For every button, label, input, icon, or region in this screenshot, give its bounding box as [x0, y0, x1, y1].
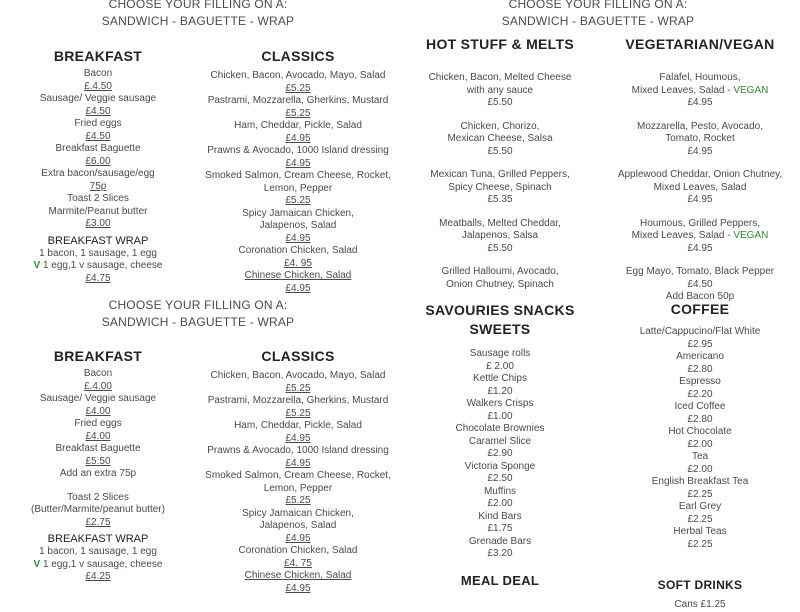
hot-stuff-section: [420, 36, 580, 293]
menu-item-name: Chicken, Bacon, Melted Cheese: [428, 72, 572, 83]
menu-item-price: £4.95: [687, 145, 713, 157]
menu-item-price: £2.25: [687, 488, 713, 500]
menu-item-name: Earl Grey: [678, 501, 722, 512]
menu-item-name: Fried eggs: [74, 418, 122, 429]
menu-item-price: £2.25: [687, 538, 713, 550]
menu-item-name: Sausage/ Veggie sausage: [39, 93, 157, 104]
menu-item-price: £4.95: [687, 194, 713, 205]
menu-item-price: £4.95: [285, 457, 311, 469]
classics-heading: CLASSICS: [261, 48, 335, 64]
classics-heading: CLASSICS: [261, 348, 335, 364]
banner-line2: SANDWICH - BAGUETTE - WRAP: [101, 14, 295, 28]
menu-item-name: Breakfast Baguette: [55, 443, 141, 454]
menu-item-desc: Mixed Leaves, Salad -: [631, 84, 734, 96]
menu-item-price: £4.95: [285, 582, 311, 594]
wrap-line-veggie: [28, 559, 168, 572]
menu-item-name: Muffins: [483, 485, 517, 497]
menu-item-price: £4.50: [85, 105, 111, 117]
menu-item-name: Spicy Jamaican Chicken,: [242, 507, 354, 519]
veggie-marker: V: [33, 260, 41, 271]
menu-item-name: Latte/Cappucino/Flat White: [639, 326, 761, 337]
menu-item-price: 75p: [89, 180, 107, 192]
menu-item-price: £ 2.00: [486, 360, 514, 372]
vegetarian-heading: VEGETARIAN/VEGAN: [625, 36, 775, 52]
menu-item-name: Tea: [691, 451, 709, 462]
menu-item-price: £2.50: [487, 473, 513, 484]
menu-item-name-cont: Onion Chutney, Spinach: [446, 278, 554, 290]
menu-item-name: Pastrami, Mozzarella, Gherkins, Mustard: [207, 95, 389, 106]
classics-section-bottom: [198, 348, 398, 600]
meal-deal-heading: MEAL DEAL: [460, 572, 540, 588]
menu-item-price: £5.50: [85, 455, 111, 467]
menu-item-name: Kettle Chips: [473, 373, 527, 384]
menu-item-name: Cans £1.25: [674, 599, 726, 610]
breakfast-section-bottom: [28, 348, 168, 584]
menu-item-price: £4.50: [687, 278, 713, 290]
menu-item-price: £5.25: [285, 407, 311, 419]
menu-item-name: Chinese Chicken, Salad: [244, 570, 352, 581]
toast-line: Toast 2 Slices: [67, 491, 129, 503]
menu-item-price: £5.25: [285, 107, 311, 119]
menu-item-price: £5.25: [285, 495, 311, 506]
menu-item-desc: Mixed Leaves, Salad -: [631, 230, 734, 241]
savouries-section: [420, 300, 580, 600]
menu-item-name: Caramel Slice: [468, 435, 532, 447]
menu-item-name: Mozzarella, Pesto, Avocado,: [637, 120, 763, 132]
veggie-marker: V: [33, 558, 41, 570]
menu-item-price: £1.00: [487, 410, 513, 422]
menu-item-price: £.4.00: [84, 380, 112, 392]
menu-item-name: Victoria Sponge: [464, 460, 536, 472]
menu-item-name-cont: Lemon, Pepper: [263, 482, 333, 494]
coffee-heading: COFFEE: [670, 301, 730, 317]
banner-line2: SANDWICH - BAGUETTE - WRAP: [501, 14, 695, 28]
menu-item-price: £2.80: [687, 363, 713, 375]
menu-item-price: £4.95: [285, 132, 311, 144]
menu-item-name-cont: with any sauce: [466, 84, 534, 96]
menu-item-price: £4. 95: [284, 257, 312, 269]
menu-item-name: Sausage rolls: [469, 348, 531, 359]
wrap-line: 1 bacon, 1 sausage, 1 egg: [39, 247, 157, 259]
breakfast-wrap-heading: BREAKFAST WRAP: [47, 234, 149, 247]
hot-stuff-heading: HOT STUFF & MELTS: [426, 36, 574, 52]
wrap-line: 1 bacon, 1 sausage, 1 egg: [39, 546, 157, 557]
banner-bottom-left: [98, 297, 298, 331]
menu-item-price: £2.00: [687, 438, 713, 450]
banner-top-right: [498, 0, 698, 30]
menu-item-name: Toast 2 Slices: [67, 193, 129, 204]
menu-item-price: £2.25: [687, 513, 713, 525]
menu-item-name-cont: Mexican Cheese, Salsa: [447, 133, 553, 144]
breakfast-heading: BREAKFAST: [53, 48, 143, 64]
menu-item-price: £4.00: [85, 405, 111, 417]
banner-line1: CHOOSE YOUR FILLING ON A:: [108, 0, 288, 11]
menu-item-price: £.4.50: [84, 80, 112, 92]
menu-item-name: Herbal Teas: [673, 526, 727, 537]
menu-item-price: £2.80: [687, 413, 713, 425]
menu-item-name: Chocolate Brownies: [455, 423, 545, 434]
vegan-tag: VEGAN: [733, 230, 769, 241]
menu-item-price: £5.35: [487, 194, 513, 205]
menu-item-name: Pastrami, Mozzarella, Gherkins, Mustard: [207, 395, 389, 406]
menu-item-name: Ham, Cheddar, Pickle, Salad: [234, 420, 362, 431]
menu-item-name: Kind Bars: [478, 510, 522, 522]
soft-drinks-heading: SOFT DRINKS: [657, 578, 743, 592]
wrap-line: 1 egg,1 v sausage, cheese: [40, 260, 163, 271]
menu-item-name: English Breakfast Tea: [651, 476, 749, 487]
menu-item-name: Bacon: [83, 68, 113, 79]
banner-top-left: [98, 0, 298, 30]
menu-item-name: Falafel, Houmous,: [659, 72, 741, 83]
menu-item-name: Grilled Halloumi, Avocado,: [441, 266, 559, 277]
menu-item-price: £5.50: [487, 242, 513, 254]
menu-item-name: Espresso: [679, 376, 721, 387]
wrap-line: 1 egg,1 v sausage, cheese: [40, 558, 163, 570]
savouries-heading: SAVOURIES SNACKS: [425, 302, 575, 318]
menu-item-price: £5.25: [285, 382, 311, 394]
menu-item-price: £4.95: [285, 532, 311, 544]
menu-item-name: Applewood Cheddar, Onion Chutney,: [617, 169, 783, 180]
menu-item-name: Egg Mayo, Tomato, Black Pepper: [625, 266, 775, 277]
banner-line1: CHOOSE YOUR FILLING ON A:: [508, 0, 688, 11]
menu-item-name: Houmous, Grilled Peppers,: [639, 217, 761, 229]
menu-item-name: Coronation Chicken, Salad: [238, 245, 358, 256]
classics-section-top: [198, 48, 398, 293]
menu-item-name-cont: Lemon, Pepper: [263, 182, 333, 194]
menu-item-price: £5.50: [487, 97, 513, 108]
menu-item-price: £4.95: [687, 242, 713, 254]
menu-item-name: Hot Chocolate: [668, 426, 732, 437]
menu-item-name-cont: Tomato, Rocket: [665, 133, 735, 144]
breakfast-wrap-heading: BREAKFAST WRAP: [47, 533, 149, 545]
menu-item-price: £4.95: [285, 232, 311, 244]
extra-note: Add Bacon 50p: [665, 291, 735, 302]
menu-item-price: £1.20: [487, 385, 513, 397]
menu-item-name: Mexican Tuna, Grilled Peppers,: [430, 169, 570, 180]
menu-item-price: £4.95: [285, 432, 311, 444]
menu-item-price: £5.50: [487, 145, 513, 157]
menu-item-name: Ham, Cheddar, Pickle, Salad: [234, 120, 362, 131]
menu-item-name: Fried eggs: [74, 118, 122, 129]
menu-item-name: Walkers Crisps: [466, 398, 534, 409]
menu-item-price: £2.95: [687, 338, 713, 350]
toast-line: (Butter/Marmite/peanut butter): [31, 504, 165, 515]
menu-item-price: £5.25: [285, 82, 311, 94]
menu-item-name: Bacon: [83, 368, 113, 379]
menu-item-price: £2.00: [487, 498, 513, 509]
menu-item-price: £4.00: [85, 430, 111, 442]
menu-item-name-cont: Mixed Leaves, Salad: [653, 181, 747, 193]
menu-item-name: Chicken, Chorizo,: [460, 120, 540, 132]
menu-item-name-cont: Spicy Cheese, Spinach: [448, 181, 552, 193]
menu-item-name: Grenade Bars: [468, 535, 532, 547]
vegetarian-section: [612, 36, 788, 302]
menu-item-name: Coronation Chicken, Salad: [238, 545, 358, 556]
menu-item-name: Breakfast Baguette: [55, 143, 141, 154]
vegan-tag: VEGAN: [733, 84, 769, 96]
banner-line2: SANDWICH - BAGUETTE - WRAP: [101, 315, 295, 329]
menu-item-price: £3.20: [487, 548, 513, 559]
menu-item-price: £4.75: [85, 272, 111, 284]
banner-line1: CHOOSE YOUR FILLING ON A:: [108, 298, 288, 312]
menu-item-name-cont: Jalapenos, Salad: [259, 520, 337, 531]
menu-item-price: £3.00: [85, 218, 111, 229]
menu-item-name-cont: [612, 85, 788, 98]
menu-item-price: £4.50: [85, 130, 111, 142]
menu-item-price: £2.75: [85, 516, 111, 528]
breakfast-section-top: [28, 48, 168, 285]
menu-item-name: Spicy Jamaican Chicken,: [242, 207, 354, 219]
menu-item-name: Chicken, Bacon, Avocado, Mayo, Salad: [210, 370, 386, 381]
menu-item-name: Extra bacon/sausage/egg: [41, 168, 155, 179]
menu-item-name: Smoked Salmon, Cream Cheese, Rocket,: [205, 170, 391, 181]
menu-item-name: Chinese Chicken, Salad: [244, 270, 352, 281]
menu-item-price: £6.00: [85, 155, 111, 167]
menu-item-price: £5.25: [285, 195, 311, 206]
sweets-heading: SWEETS: [469, 321, 531, 337]
menu-item-price: £2.90: [487, 448, 513, 459]
menu-item-name-cont: Jalapenos, Salsa: [461, 230, 539, 241]
wrap-line-veggie: [28, 260, 168, 273]
menu-item-price: £1.75: [487, 523, 513, 534]
menu-item-name: Iced Coffee: [674, 401, 726, 412]
menu-item-price: £4.95: [285, 282, 311, 294]
menu-item-name: Smoked Salmon, Cream Cheese, Rocket,: [205, 470, 391, 481]
menu-item-price: £4.95: [687, 97, 713, 108]
menu-item-name-cont: [612, 230, 788, 243]
menu-item-price: £4. 75: [284, 557, 312, 569]
menu-item-name: Chicken, Bacon, Avocado, Mayo, Salad: [210, 70, 386, 81]
menu-item-name-cont: Jalapenos, Salad: [259, 220, 337, 231]
menu-item-price: £2.20: [687, 388, 713, 400]
breakfast-heading: BREAKFAST: [53, 348, 143, 364]
coffee-section: [612, 300, 788, 610]
menu-item-name: Marmite/Peanut butter: [48, 205, 148, 217]
menu-item-name: Meatballs, Melted Cheddar,: [439, 217, 561, 229]
menu-item-name: Prawns & Avocado, 1000 Island dressing: [207, 145, 389, 156]
menu-item-name: Prawns & Avocado, 1000 Island dressing: [207, 445, 389, 456]
menu-item-price: £4.25: [85, 571, 111, 582]
menu-item-price: £2.00: [687, 463, 713, 475]
menu-item-name: Add an extra 75p: [59, 468, 137, 479]
menu-item-price: £4.95: [285, 157, 311, 169]
menu-item-name: Sausage/ Veggie sausage: [39, 393, 157, 404]
menu-item-name: Americano: [676, 351, 724, 362]
